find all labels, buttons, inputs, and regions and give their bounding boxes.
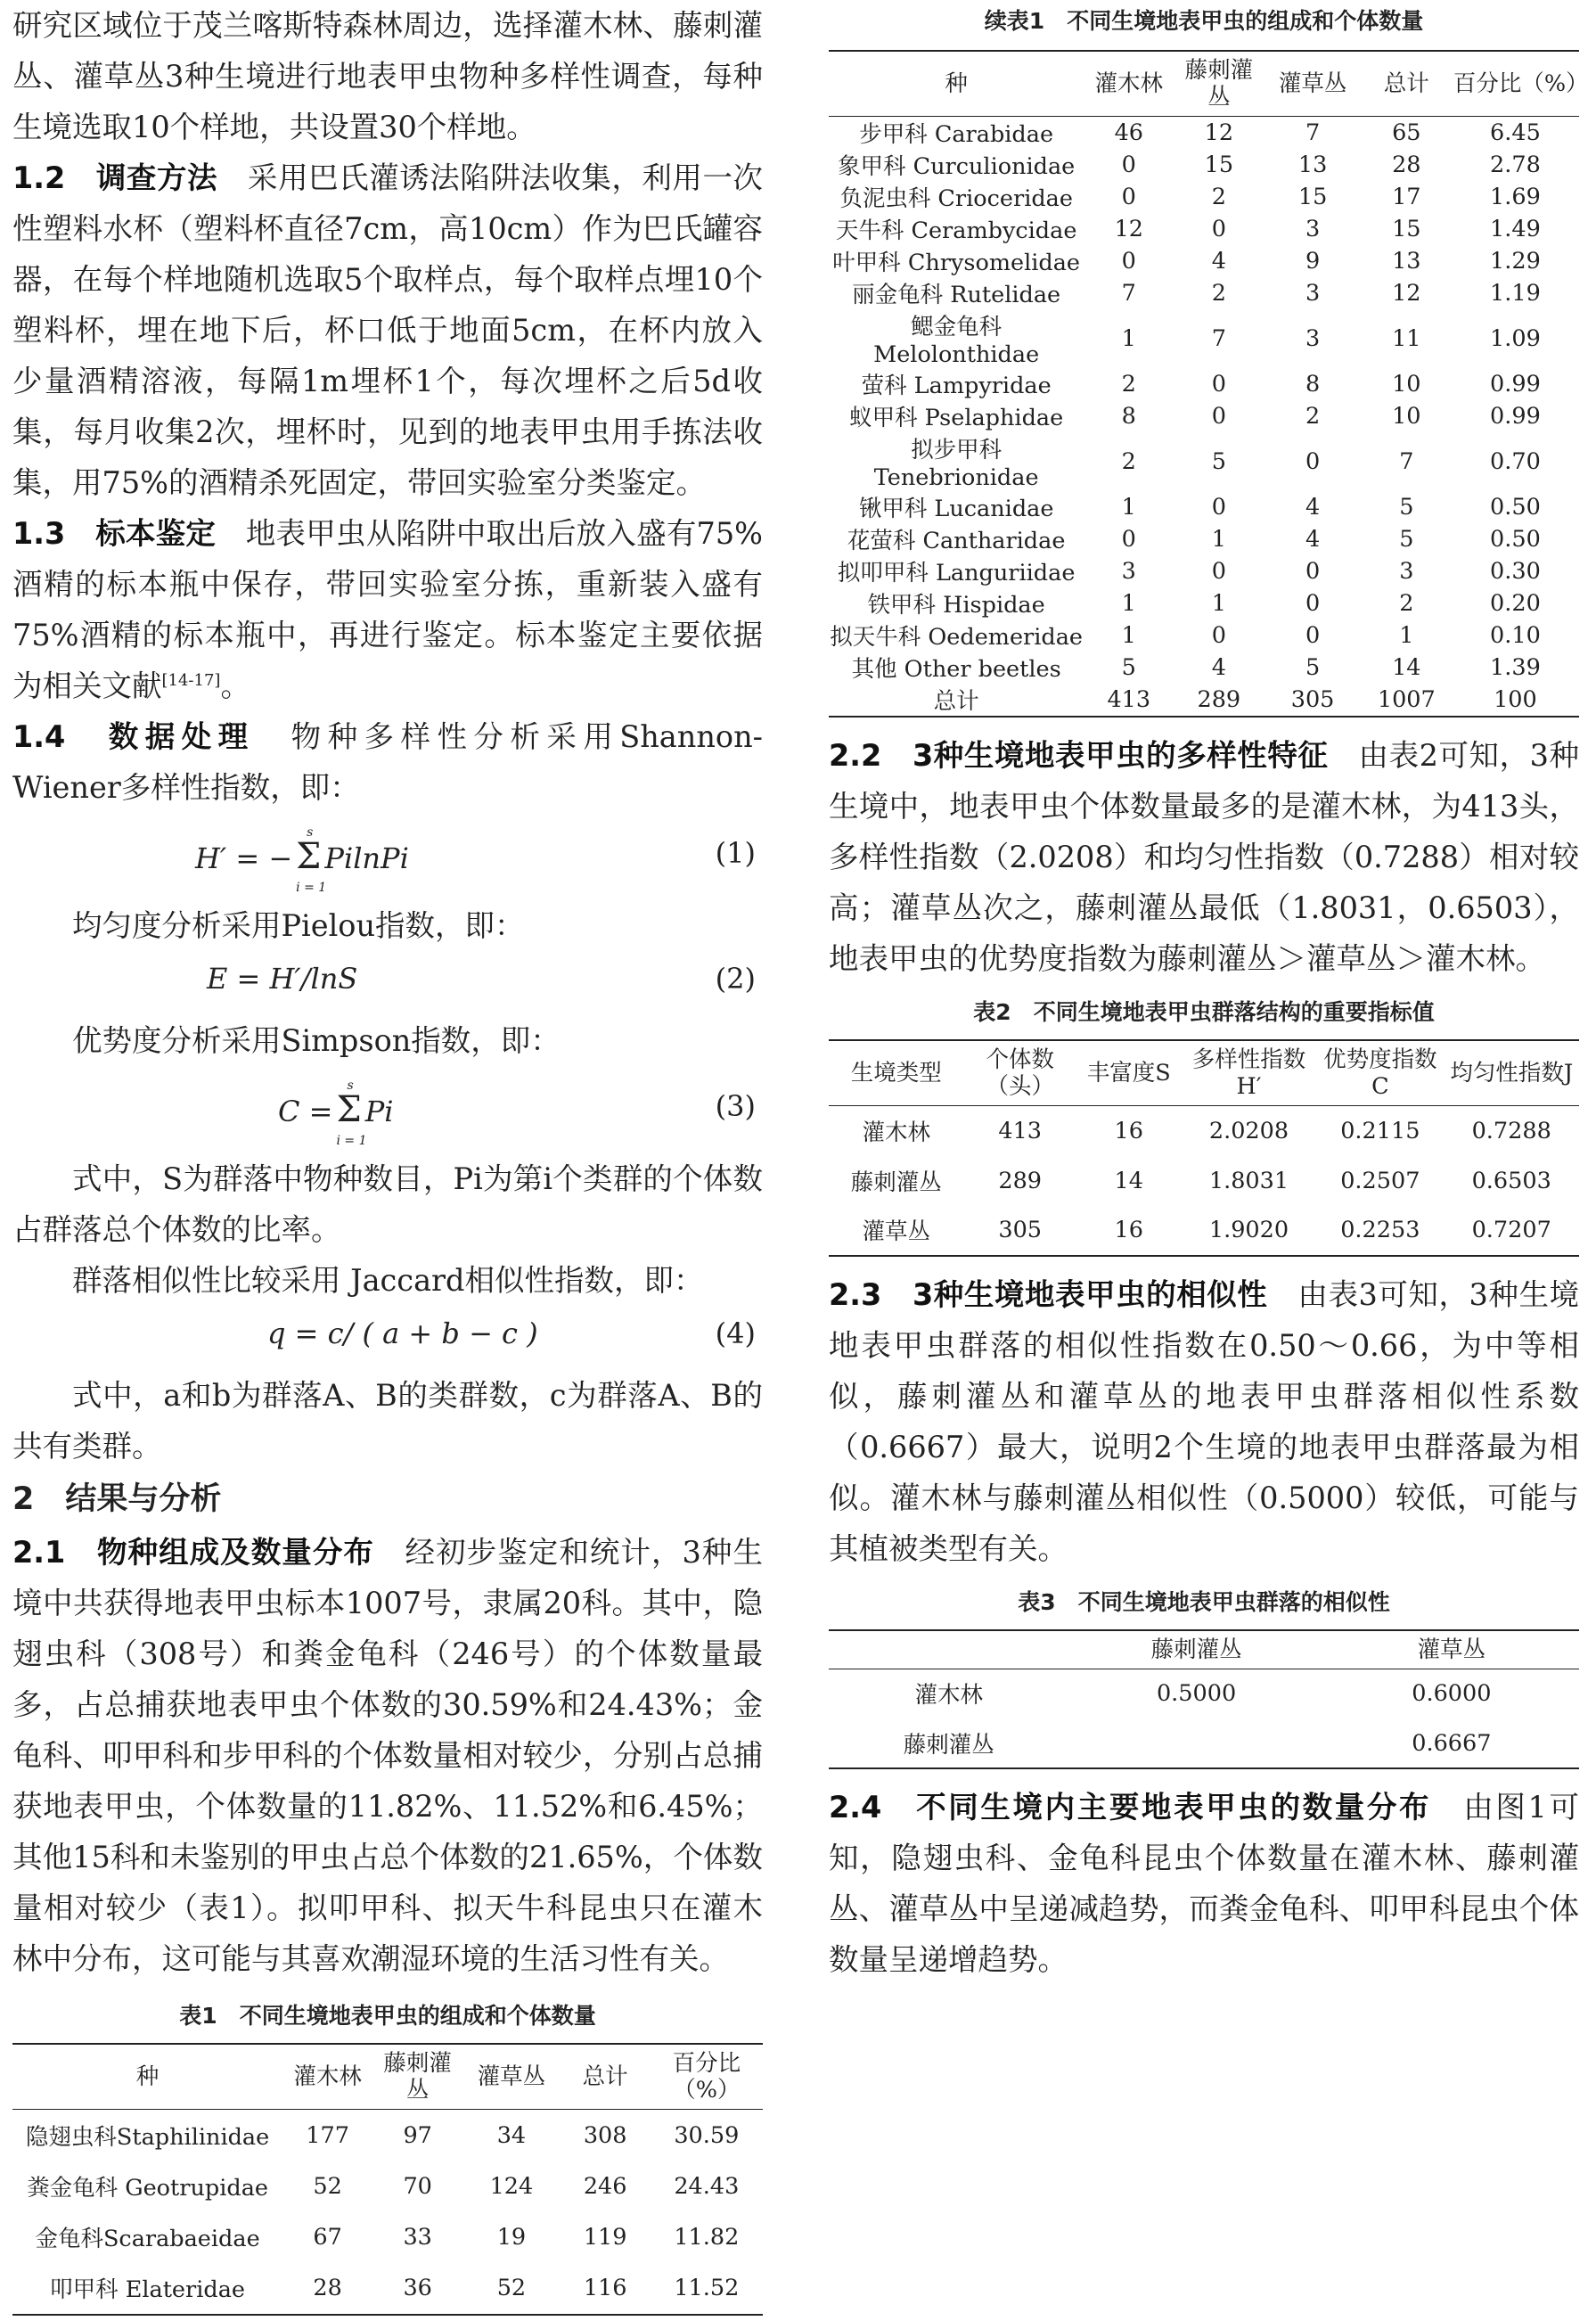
table-cell: 丽金龟科 Rutelidae [852, 282, 1061, 308]
section-2-heading: 2 结果与分析 [12, 1481, 222, 1517]
table-cell: 藤刺灌丛 [903, 1731, 994, 1759]
table-header-cell: 灌木林 [1094, 70, 1164, 97]
table-1-continued-body [829, 117, 1579, 718]
table-cell: 11.52 [674, 2275, 740, 2302]
table-row [829, 684, 1579, 717]
table-cell: 0.99 [1490, 403, 1541, 430]
table-cell: 0.20 [1490, 590, 1541, 617]
table-row [829, 117, 1579, 150]
table-cell: 5 [1399, 494, 1414, 521]
table-cell: 0 [1121, 526, 1136, 553]
table-cell: 14 [1114, 1167, 1143, 1194]
table-header-cell: 百分比（%） [1453, 70, 1589, 97]
table-header-cell: 总计 [582, 2063, 628, 2090]
section-1-4 [12, 711, 763, 813]
section-1-3-body: 地表甲虫从陷阱中取出后放入盛有75%酒精的标本瓶中保存，带回实验室分拣，重新装入盛有75%酒精的标本瓶中，再进行鉴定。标本鉴定主要依据为相关文献 [12, 516, 763, 703]
table-cell: 0 [1305, 622, 1321, 649]
table-cell: 11 [1392, 325, 1421, 352]
table-cell: 16 [1114, 1117, 1143, 1144]
table-cell: 16 [1114, 1217, 1143, 1243]
table-cell: 3 [1305, 325, 1321, 352]
table-cell: 1 [1399, 622, 1414, 649]
table-cell: 28 [1392, 152, 1421, 178]
table-cell: 177 [306, 2121, 349, 2149]
table-cell: 步甲科 Carabidae [859, 121, 1054, 148]
section-1-3: 1.3 标本鉴定 地表甲虫从陷阱中取出后放入盛有75%酒精的标本瓶中保存，带回实验室分拣，重新装入盛有75%酒精的标本瓶中，再进行鉴定。标本鉴定主要依据为相关文献[14-17]。 [12, 516, 763, 703]
table-cell: 0.6503 [1471, 1167, 1551, 1194]
table-cell: 30.59 [674, 2121, 740, 2149]
table-cell: 289 [1197, 686, 1241, 713]
table-cell: 13 [1297, 152, 1328, 178]
table-header-cell: 多样性指数H′ [1191, 1046, 1306, 1100]
table-cell: 0 [1211, 371, 1226, 398]
table-cell: 0.30 [1490, 558, 1541, 585]
table-cell: 0 [1211, 558, 1226, 585]
table-cell: 0.50 [1490, 494, 1541, 521]
table-cell: 0.6667 [1412, 1729, 1492, 1757]
sigma-symbol: Σ s i = 1 [336, 1078, 367, 1148]
table-cell: 锹甲科 Lucanidae [858, 496, 1054, 522]
table-header-cell: 百分比（%） [672, 2050, 741, 2104]
table-cell: 12 [1392, 280, 1421, 307]
table-cell: 拟天牛科 Oedemeridae [830, 624, 1084, 651]
table-cell: 3 [1399, 558, 1414, 585]
table-row [829, 181, 1579, 213]
table-header-cell: 总计 [1383, 70, 1429, 97]
table-cell: 5 [1399, 526, 1414, 553]
table-cell: 1.69 [1490, 184, 1541, 210]
table-header-cell: 生境类型 [850, 1060, 942, 1087]
table-cell: 289 [998, 1167, 1043, 1194]
table-header-cell: 种 [945, 70, 968, 97]
table-header-cell: 均匀性指数J [1450, 1060, 1574, 1087]
section-2-4-body: 由图1可知，隐翅虫科、金龟科昆虫个体数量在灌木林、藤刺灌丛、灌草丛中呈递减趋势，而粪金龟科、叩甲科昆虫个体数量呈递增趋势。 [829, 1790, 1579, 1977]
table-cell: 0 [1305, 448, 1321, 475]
table-header-row [829, 1040, 1579, 1106]
table-cell: 1 [1121, 494, 1136, 521]
table-cell: 拟叩甲科 Languriidae [837, 560, 1076, 586]
section-2-2-heading: 2.2 3种生境地表甲虫的多样性特征 [829, 738, 1329, 773]
table-cell: 鳃金龟科 Melolonthidae [873, 314, 1040, 368]
table-cell: 15 [1297, 184, 1328, 210]
table-row [829, 523, 1579, 555]
table-cell: 6.45 [1490, 119, 1541, 146]
table-row [829, 213, 1579, 245]
table-row [829, 1669, 1579, 1718]
table-2-caption: 表2 不同生境地表甲虫群落结构的重要指标值 [973, 999, 1435, 1025]
table-cell: 413 [998, 1117, 1043, 1144]
section-2-3-body: 由表3可知，3种生境地表甲虫群落的相似性指数在0.50～0.66，为中等相似，藤刺灌丛和灌草丛的地表甲虫群落相似性系数（0.6667）最大，说明2个生境的地表甲虫群落最为相似。灌木林与藤刺灌丛相似性（0.5000）较低，可能与其植被类型有关。 [829, 1276, 1580, 1566]
table-cell: 67 [313, 2224, 342, 2251]
section-1-4-body: 物种多样性分析采用Shannon-Wiener多样性指数，即： [12, 719, 763, 805]
reference-citation: [14-17] [161, 670, 221, 690]
table-cell: 粪金龟科 Geotrupidae [27, 2174, 268, 2202]
table-1-continued [829, 50, 1589, 718]
table-cell: 14 [1392, 654, 1421, 681]
table-cell: 灌草丛 [862, 1218, 931, 1245]
table-cell: 12 [1114, 216, 1144, 242]
table-cell: 7 [1305, 119, 1321, 146]
section-2-1-body: 经初步鉴定和统计，3种生境中共获得地表甲虫标本1007号，隶属20科。其中，隐翅虫科（308号）和粪金龟科（246号）的个体数量最多，占总捕获地表甲虫个体数的30.59%和24.43%；金龟科、叩甲科和步甲科的个体数量相对较少，分别占总捕获地表甲虫，个体数量的11.82%、11.52%和6.45%；其他15科和未鉴别的甲虫占总个体数的21.65%，个体数量相对较少（表1）。拟叩甲科、拟天牛科昆虫只在灌木林中分布，这可能与其喜欢潮湿环境的生活习性有关。 [12, 1535, 763, 1976]
table-cell: 1.49 [1490, 216, 1541, 242]
table-cell: 36 [403, 2275, 432, 2302]
table-cell: 12 [1204, 119, 1234, 146]
dominance-text: 优势度分析采用Simpson指数，即： [72, 1023, 561, 1058]
section-2-1 [12, 1527, 763, 1984]
table-cell: 铁甲科 Hispidae [867, 592, 1045, 619]
table-cell: 1.19 [1490, 280, 1541, 307]
table-cell: 4 [1211, 654, 1226, 681]
table-cell: 19 [496, 2224, 527, 2251]
section-1-2-body: 采用巴氏灌诱法陷阱法收集，利用一次性塑料水杯（塑料杯直径7cm，高10cm）作为巴氏罐容器，在每个样地随机选取5个取样点，每个取样点埋10个塑料杯，埋在地下后，杯口低于地面5cm，在杯内放入少量酒精溶液，每隔1m埋杯1个，每次埋杯之后5d收集，每月收集2次，埋杯时，见到的地表甲虫用手拣法收集，用75%的酒精杀死固定，带回实验室分类鉴定。 [12, 160, 763, 500]
table-row [829, 555, 1579, 587]
table-cell: 0.50 [1490, 526, 1541, 553]
table-cell: 0 [1211, 403, 1226, 430]
equation-4: q = c/ ( a + b − c ) (4) [267, 1316, 756, 1350]
table-cell: 17 [1392, 184, 1421, 210]
table-cell: 1.9020 [1208, 1217, 1289, 1243]
table-cell: 52 [496, 2275, 527, 2302]
table-cell: 413 [1107, 686, 1151, 713]
table-header-cell: 藤刺灌丛 [1184, 57, 1254, 111]
table-cell: 7 [1211, 325, 1226, 352]
table-header-cell: 优势度指数C [1323, 1046, 1437, 1100]
table-1-body [12, 2110, 763, 2315]
table-row [829, 1156, 1579, 1206]
table-cell: 0.7288 [1471, 1117, 1551, 1144]
table-cell: 15 [1392, 216, 1421, 242]
evenness-text: 均匀度分析采用Pielou指数，即： [72, 908, 525, 943]
table-row [829, 245, 1579, 277]
equation-3: C = Σ s i = 1 Pi (3) [278, 1078, 756, 1148]
table-cell: 1007 [1377, 686, 1436, 713]
table-cell: 4 [1305, 494, 1321, 521]
table-cell: 3 [1305, 280, 1321, 307]
section-2-1-heading: 2.1 物种组成及数量分布 [12, 1535, 374, 1570]
equation-1-number: (1) [715, 836, 756, 870]
table-cell: 10 [1392, 371, 1421, 398]
table-cell: 8 [1305, 371, 1321, 398]
table-row [829, 400, 1579, 432]
table-cell: 2 [1211, 184, 1226, 210]
table-cell: 305 [1290, 686, 1335, 713]
table-cell: 花萤科 Cantharidae [847, 528, 1066, 554]
table-header-cell: 藤刺灌丛 [1150, 1636, 1242, 1663]
table-row [829, 1106, 1579, 1156]
table-cell [1068, 1718, 1323, 1768]
sigma-symbol: Σ s i = 1 [296, 825, 327, 895]
table-cell: 0 [1211, 494, 1226, 521]
section-1-3-heading: 1.3 标本鉴定 [12, 516, 217, 551]
table-cell: 负泥虫科 Crioceridae [839, 185, 1073, 212]
table-cell: 0.6000 [1412, 1680, 1492, 1708]
table-cell: 13 [1392, 248, 1421, 275]
table-cell: 1 [1211, 590, 1226, 617]
table-1-continued-caption: 续表1 不同生境地表甲虫的组成和个体数量 [984, 8, 1424, 34]
table-cell: 0 [1305, 558, 1321, 585]
table-cell: 1.8031 [1208, 1167, 1289, 1194]
table-cell: 2 [1211, 280, 1226, 307]
table-header-row [829, 1630, 1579, 1669]
table-header-cell: 丰富度S [1086, 1060, 1171, 1087]
table-cell: 5 [1121, 654, 1136, 681]
table-cell: 2 [1305, 403, 1321, 430]
table-header-cell [829, 1630, 1068, 1669]
table-cell: 5 [1305, 654, 1321, 681]
table-cell: 4 [1211, 248, 1226, 275]
table-cell: 0.7207 [1471, 1217, 1551, 1243]
table-row [12, 2212, 763, 2264]
table-cell: 0.2507 [1340, 1167, 1420, 1194]
table-3-caption: 表3 不同生境地表甲虫群落的相似性 [1018, 1588, 1390, 1615]
section-2-4-heading: 2.4 不同生境内主要地表甲虫的数量分布 [829, 1790, 1432, 1825]
table-cell: 15 [1204, 152, 1234, 178]
table-row [12, 2161, 763, 2212]
table-cell: 0 [1121, 152, 1136, 178]
table-cell: 65 [1392, 119, 1421, 146]
table-1 [12, 2043, 763, 2316]
equation-3-number: (3) [715, 1089, 756, 1123]
section-1-2-heading: 1.2 调查方法 [12, 160, 218, 195]
table-cell: 2 [1121, 371, 1136, 398]
section-1-4-heading: 1.4 数据处理 [12, 719, 255, 754]
table-cell: 4 [1305, 526, 1321, 553]
table-row [829, 1206, 1579, 1256]
table-cell: 33 [403, 2224, 432, 2251]
table-row [829, 587, 1579, 619]
table-cell: 5 [1211, 448, 1226, 475]
table-row [829, 277, 1579, 309]
table-cell: 总计 [933, 688, 979, 715]
table-cell: 蚁甲科 Pselaphidae [849, 405, 1064, 431]
equation-1: H′ = − Σ s i = 1 PilnPi (1) [195, 825, 756, 895]
table-cell: 3 [1305, 216, 1321, 242]
table-cell: 2 [1121, 448, 1136, 475]
table-cell: 100 [1494, 686, 1537, 713]
table-cell: 28 [313, 2275, 342, 2302]
table-cell: 1 [1121, 590, 1136, 617]
table-row [829, 432, 1579, 491]
section-2-3-heading: 2.3 3种生境地表甲虫的相似性 [829, 1276, 1268, 1312]
table-cell: 2.0208 [1208, 1117, 1289, 1144]
table-row [829, 1718, 1579, 1768]
table-header-cell: 灌草丛 [1278, 70, 1347, 97]
table-cell: 0.2253 [1340, 1217, 1420, 1243]
table-cell: 叶甲科 Chrysomelidae [832, 250, 1081, 276]
table-cell: 1.29 [1490, 248, 1541, 275]
table-cell: 97 [403, 2121, 432, 2149]
where-text-1: 式中，S为群落中物种数目，Pi为第i个类群的个体数占群落总个体数的比率。 [12, 1161, 763, 1247]
table-header-cell: 灌草丛 [477, 2063, 546, 2090]
table-cell: 7 [1399, 448, 1414, 475]
equation-2: E = H′/lnS (2) [207, 962, 756, 996]
table-cell: 0.10 [1490, 622, 1541, 649]
jaccard-text: 群落相似性比较采用 Jaccard相似性指数，即： [72, 1263, 704, 1298]
table-cell: 46 [1114, 119, 1144, 146]
table-cell: 灌木林 [914, 1682, 983, 1710]
table-row [12, 2263, 763, 2315]
table-cell: 金龟科Scarabaeidae [35, 2226, 260, 2253]
table-cell: 藤刺灌丛 [850, 1169, 942, 1196]
table-cell: 3 [1121, 558, 1136, 585]
intro-paragraph: 研究区域位于茂兰喀斯特森林周边，选择灌木林、藤刺灌丛、灌草丛3种生境进行地表甲虫物种多样性调查，每种生境选取10个样地，共设置30个样地。 [12, 8, 763, 144]
table-header-row [12, 2044, 763, 2110]
table-cell: 象甲科 Curculionidae [837, 153, 1076, 180]
table-3 [829, 1629, 1579, 1770]
table-cell: 0 [1305, 590, 1321, 617]
section-1-2 [12, 152, 763, 508]
table-header-cell: 藤刺灌丛 [383, 2050, 452, 2104]
table-header-row [829, 51, 1579, 117]
table-cell: 萤科 Lampyridae [861, 373, 1052, 399]
table-cell: 116 [583, 2275, 627, 2302]
table-header-cell: 灌草丛 [1417, 1636, 1486, 1663]
section-2-4 [829, 1782, 1579, 1985]
table-cell: 24.43 [674, 2172, 740, 2200]
right-column [829, 0, 1589, 1985]
table-cell: 119 [583, 2224, 627, 2251]
table-header-cell: 灌木林 [293, 2063, 362, 2090]
table-cell: 246 [583, 2172, 627, 2200]
table-cell: 305 [998, 1217, 1043, 1243]
table-cell: 1.09 [1490, 325, 1541, 352]
section-2-2 [829, 730, 1579, 984]
where-text-2: 式中，a和b为群落A、B的类群数，c为群落A、B的共有类群。 [12, 1378, 763, 1464]
table-cell: 70 [403, 2172, 432, 2200]
table-cell: 0.99 [1490, 371, 1541, 398]
table-2-body [829, 1106, 1579, 1256]
table-cell: 0.2115 [1340, 1117, 1420, 1144]
table-cell: 8 [1121, 403, 1136, 430]
table-cell: 0 [1121, 184, 1136, 210]
table-3-body [829, 1669, 1579, 1768]
table-cell: 10 [1392, 403, 1421, 430]
table-cell: 其他 Other beetles [851, 656, 1061, 683]
equation-4-number: (4) [715, 1316, 756, 1350]
table-cell: 1 [1121, 622, 1136, 649]
table-cell: 9 [1305, 248, 1321, 275]
table-row [12, 2110, 763, 2161]
left-column [12, 0, 763, 2316]
equation-2-number: (2) [715, 962, 756, 996]
table-cell: 天牛科 Cerambycidae [835, 217, 1077, 244]
table-cell: 叩甲科 Elateridae [50, 2276, 245, 2304]
table-cell: 124 [489, 2172, 534, 2200]
table-cell: 2 [1399, 590, 1414, 617]
table-1-caption: 表1 不同生境地表甲虫的组成和个体数量 [179, 2003, 596, 2029]
table-cell: 0 [1211, 622, 1226, 649]
table-2 [829, 1039, 1579, 1257]
table-cell: 11.82 [674, 2224, 740, 2251]
table-cell: 1.39 [1490, 654, 1541, 681]
section-2-2-body: 由表2可知，3种生境中，地表甲虫个体数量最多的是灌木林，为413头，多样性指数（2.0208）和均匀性指数（0.7288）相对较高；灌草丛次之，藤刺灌丛最低（1.8031，0.6503），地表甲虫的优势度指数为藤刺灌丛＞灌草丛＞灌木林。 [829, 738, 1580, 976]
table-cell: 0.5000 [1156, 1680, 1237, 1708]
table-row [829, 652, 1579, 684]
table-cell: 308 [583, 2121, 627, 2149]
table-row [829, 149, 1579, 181]
table-cell: 52 [313, 2172, 342, 2200]
table-row [829, 368, 1579, 400]
table-cell: 隐翅虫科Staphilinidae [25, 2123, 270, 2151]
table-cell: 2.78 [1490, 152, 1541, 178]
section-2-3 [829, 1269, 1579, 1574]
table-row [829, 309, 1579, 368]
table-row [829, 619, 1579, 652]
table-cell: 拟步甲科 Tenebrionidae [873, 437, 1039, 491]
table-row [829, 491, 1579, 523]
table-cell: 34 [496, 2121, 527, 2149]
table-cell: 0.70 [1490, 448, 1541, 475]
table-cell: 7 [1121, 280, 1136, 307]
table-header-cell: 种 [135, 2063, 160, 2090]
table-cell: 1 [1121, 325, 1136, 352]
table-header-cell: 个体数（头） [986, 1046, 1054, 1100]
table-cell: 灌木林 [862, 1119, 931, 1146]
table-cell: 0 [1211, 216, 1226, 242]
table-cell: 1 [1211, 526, 1226, 553]
table-cell: 0 [1121, 248, 1136, 275]
